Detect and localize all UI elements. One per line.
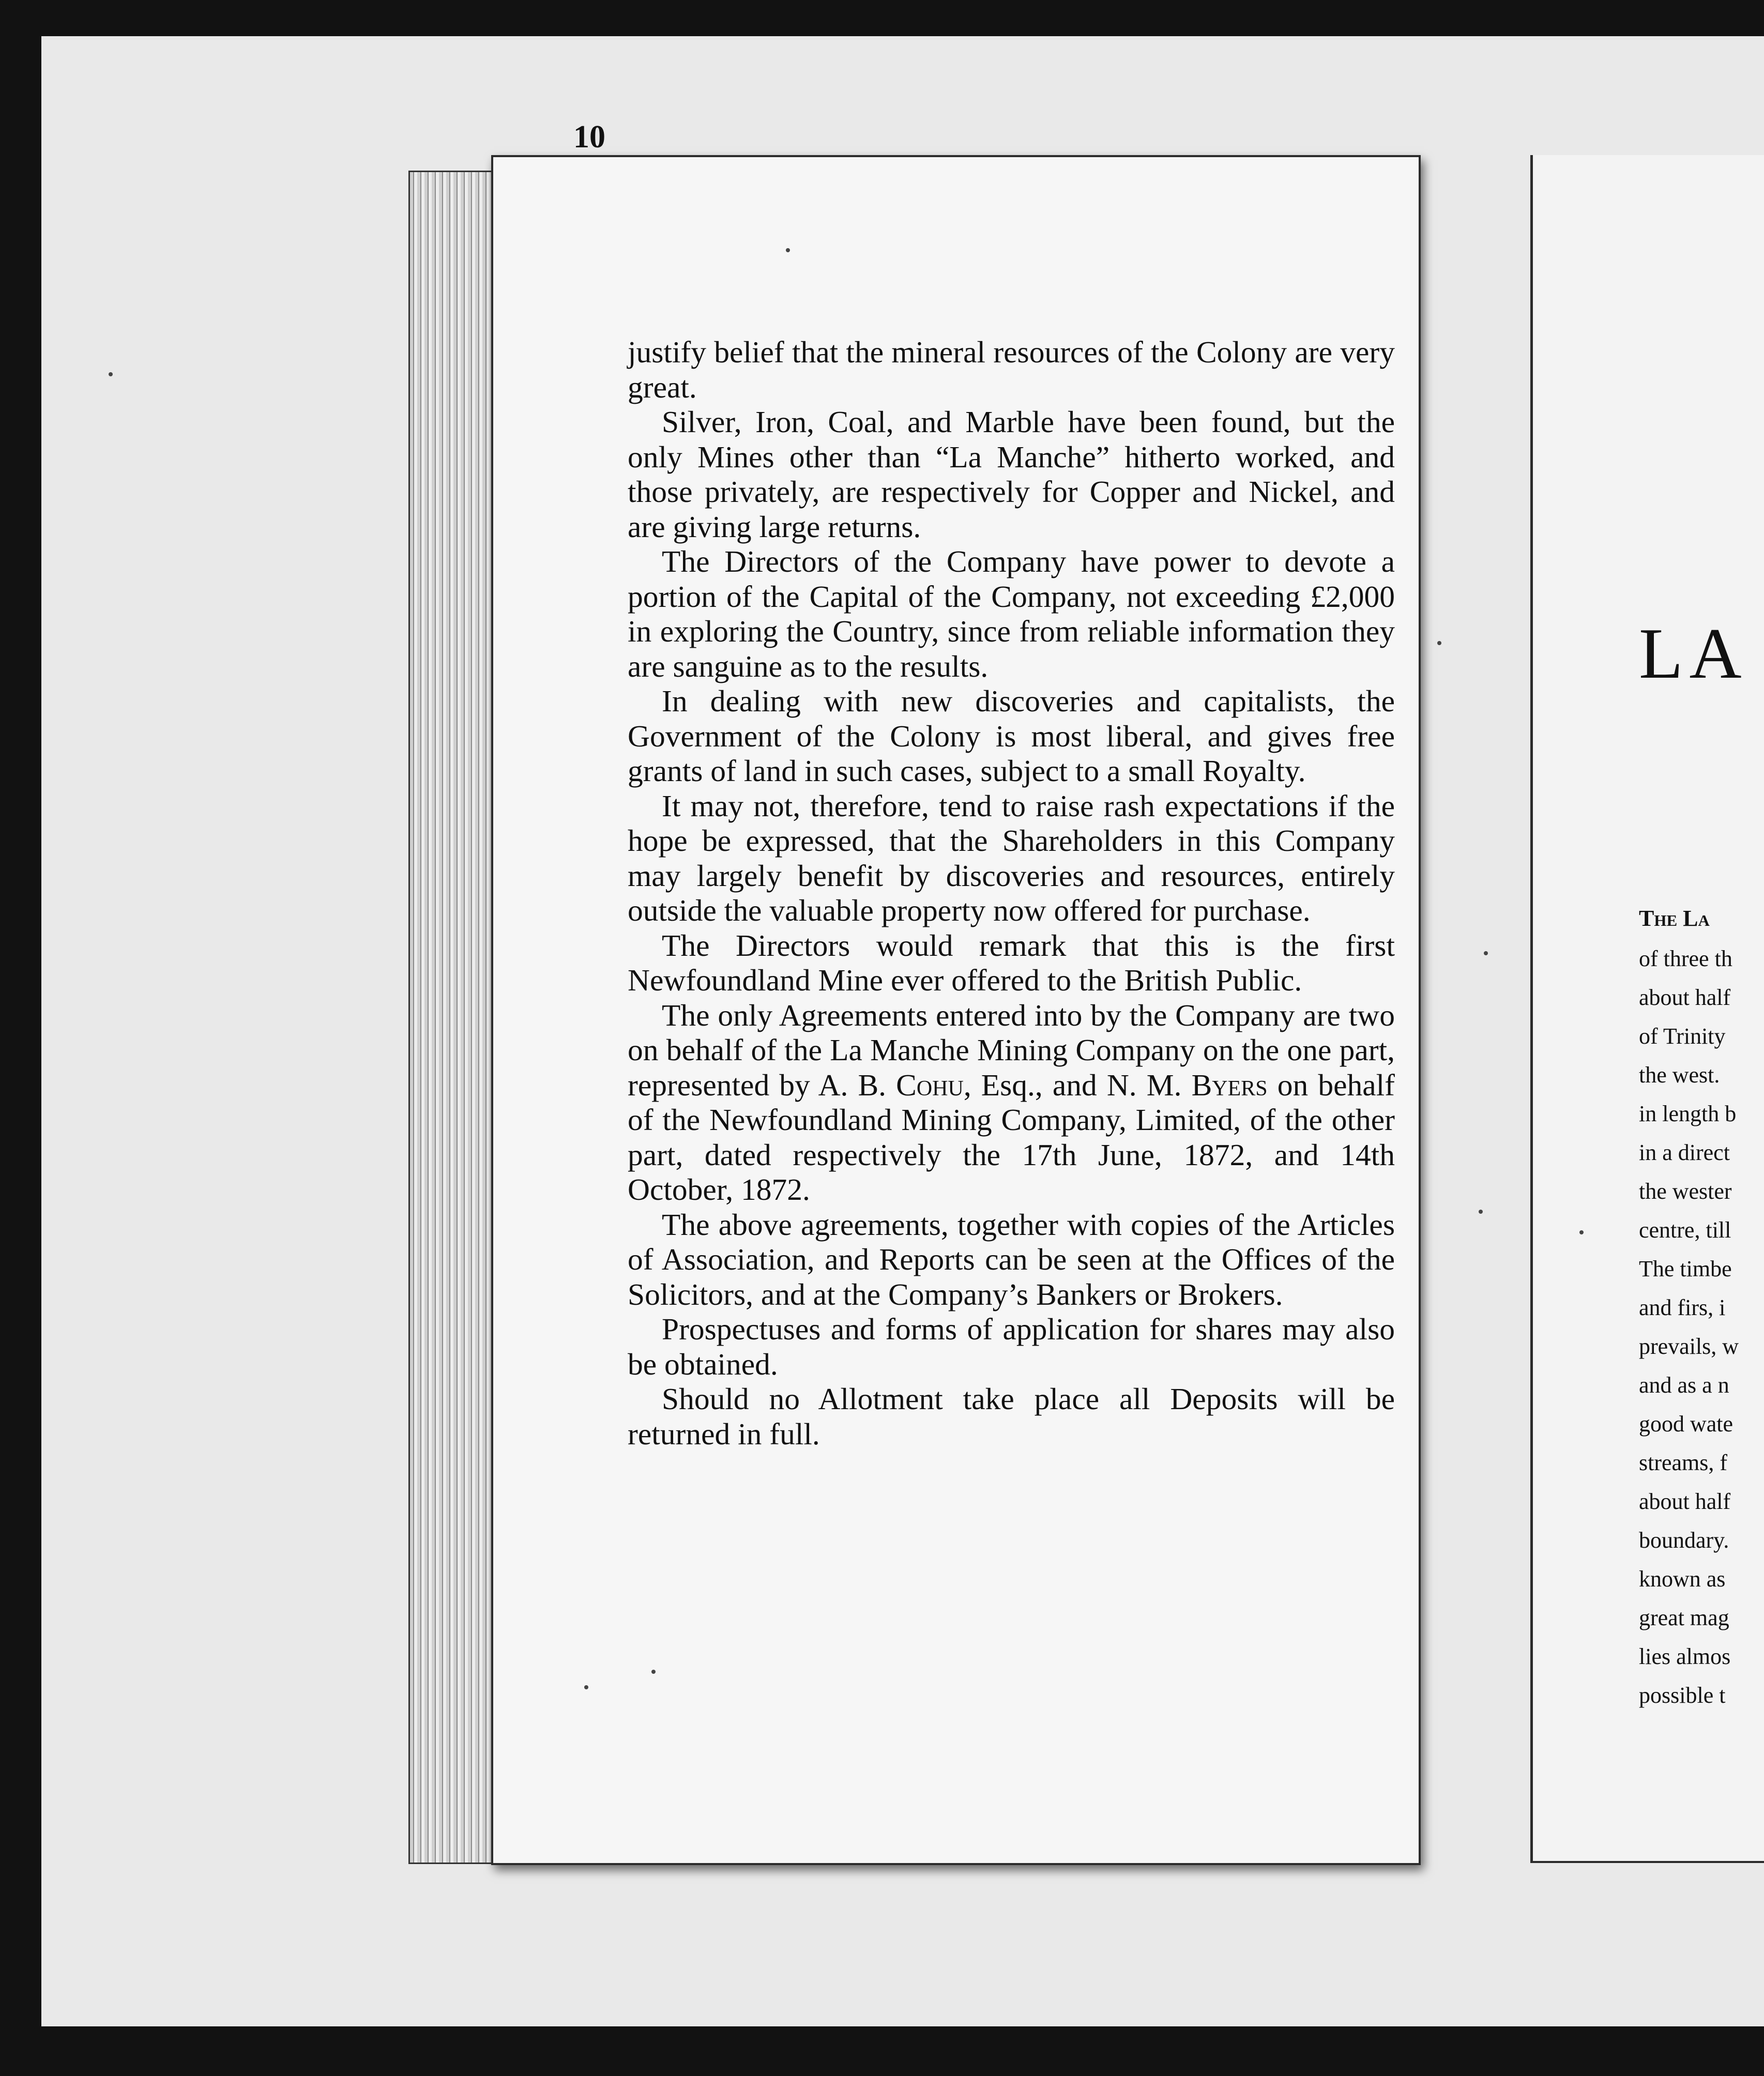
scan-speck [651,1670,656,1674]
agreements-text-3: on behalf of the Newfoundland Mining Company, Limited, of the other part, dated respectively the 17th June, 1872, and 14th October, 1872. [628,1067,1395,1207]
facing-page-line: and firs, i [1639,1295,1726,1320]
scan-speck [109,372,113,376]
facing-page-line: boundary. [1639,1528,1729,1553]
paragraph-prospectuses: Prospectuses and forms of application for shares may also be obtained. [628,1312,1395,1381]
facing-page-line: streams, f [1639,1450,1728,1475]
scan-speck [584,1685,588,1689]
agreements-text-1: The only Agreements entered into by the Company are two on behalf of the La Manche Mining Company on the one part, represented by A. B. [628,998,1395,1102]
facing-page-line: of Trinity [1639,1024,1726,1049]
paragraph-agreements [628,998,1395,1208]
facing-page-line: good wate [1639,1411,1733,1437]
scan-speck [786,248,790,252]
facing-page-line: of three th [1639,946,1732,971]
facing-page-line: The La [1639,906,1710,931]
paragraph-directors-power: The Directors of the Company have power to devote a portion of the Capital of the Company, not exceeding £2,000 in exploring the Country, since from reliable information they are sanguine as to the results. [628,544,1395,683]
facing-page-line: the wester [1639,1179,1732,1204]
scan-speck [1479,1210,1483,1214]
paragraph-first-mine: The Directors would remark that this is the first Newfoundland Mine ever offered to the British Public. [628,928,1395,997]
facing-page-line: in length b [1639,1101,1737,1126]
paragraph-shareholders: It may not, therefore, tend to raise rash expectations if the hope be expressed, that the Shareholders in this Company may largely benefit by discoveries and resources, entirely outside the valuable property now offered for purchase. [628,788,1395,927]
facing-page-line: about half [1639,1489,1731,1514]
facing-page-line: lies almos [1639,1644,1731,1669]
scan-speck [1579,1230,1584,1234]
facing-page-line: centre, till [1639,1217,1731,1243]
paragraph-government: In dealing with new discoveries and capitalists, the Government of the Colony is most liberal, and gives free grants of land in such cases, subject to a small Royalty. [628,684,1395,788]
facing-page-line: The timbe [1639,1256,1732,1281]
facing-page-line: about half [1639,985,1731,1010]
page-number: 10 [573,119,605,155]
name-cohu: Cohu [896,1067,964,1102]
agreements-text-2: , Esq., and N. M. [963,1067,1182,1102]
page-edges [408,171,499,1864]
facing-page-line: in a direct [1639,1140,1730,1165]
scan-speck [1484,951,1488,955]
facing-page-line: great mag [1639,1605,1729,1630]
page-body [628,335,1395,1452]
facing-page-heading: LA [1639,614,1748,694]
scan-speck [1437,641,1441,645]
facing-page-line: and as a n [1639,1372,1729,1398]
facing-page-line: prevails, w [1639,1334,1739,1359]
paragraph-mineral-resources: justify belief that the mineral resources of the Colony are very great. [628,335,1395,404]
paragraph-deposits: Should no Allotment take place all Deposits will be returned in full. [628,1382,1395,1451]
name-byers: Byers [1191,1067,1268,1102]
facing-page-line: the west. [1639,1062,1720,1088]
facing-page-line: possible t [1639,1683,1726,1708]
facing-page-line: known as [1639,1566,1726,1592]
paragraph-mines: Silver, Iron, Coal, and Marble have been found, but the only Mines other than “La Manche” hitherto worked, and those privately, are respectively for Copper and Nickel, and are giving large returns. [628,405,1395,544]
paragraph-documents: The above agreements, together with copies of the Articles of Association, and Reports can be seen at the Offices of the Solicitors, and at the Company’s Bankers or Brokers. [628,1207,1395,1311]
